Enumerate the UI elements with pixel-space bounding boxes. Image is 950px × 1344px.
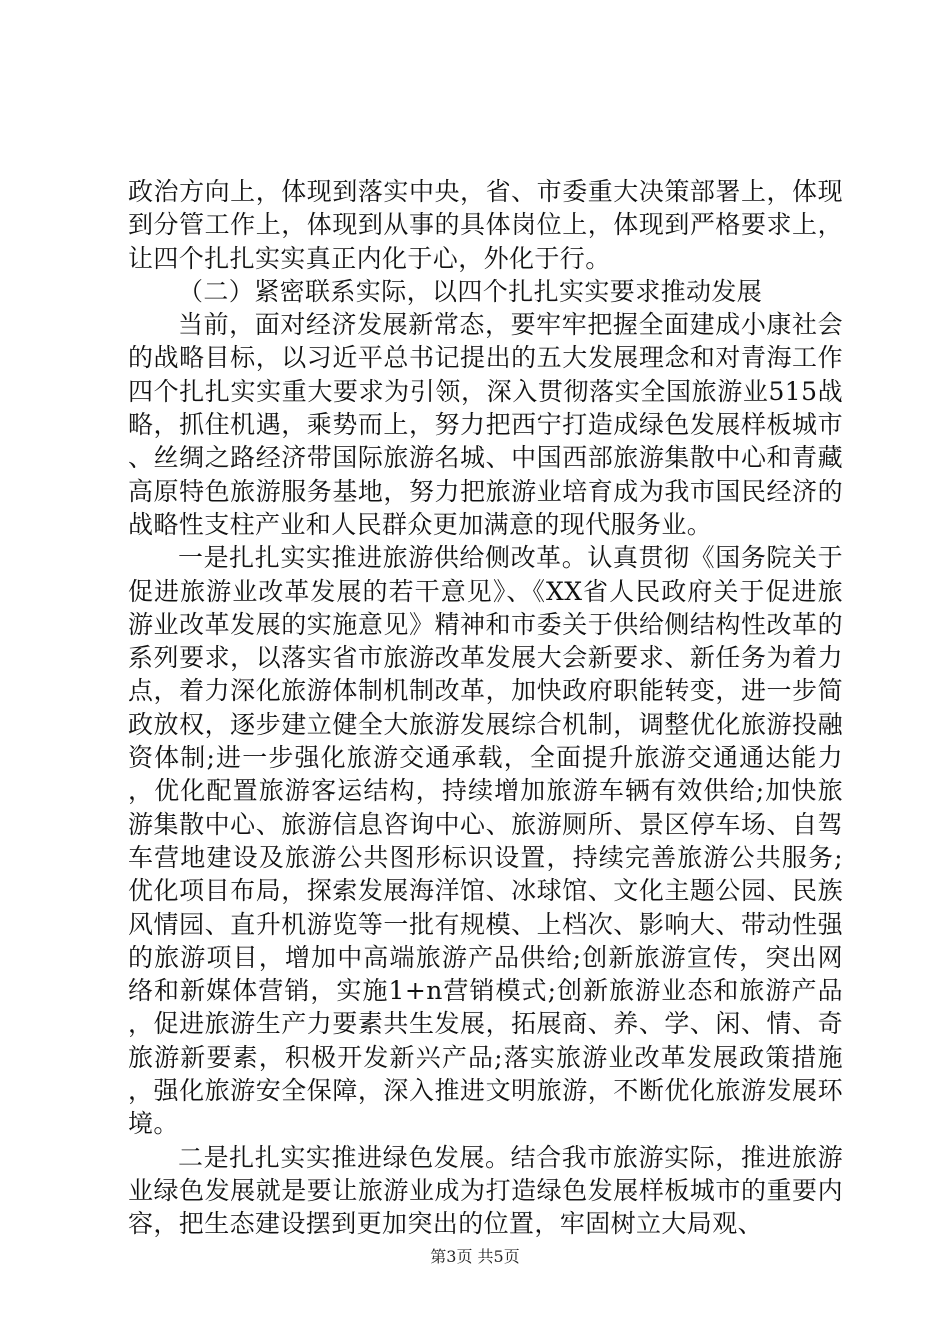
paragraph-3: 一是扎扎实实推进旅游供给侧改革。认真贯彻《国务院关于促进旅游业改革发展的若干意见》、《XX省人民政府关于促进旅游业改革发展的实施意见》精神和市委关于供给侧结构性改革的系列要求，以落实省市旅游改革发展大会新要求、新任务为着力点，着力深化旅游体制机制改革，加快政府职能转变，进一步简政放权，逐步建立健全大旅游发展综合机制，调整优化旅游投融资体制;进一步强化旅游交通承载，全面提升旅游交通通达能力，优化配置旅游客运结构，持续增加旅游车辆有效供给;加快旅游集散中心、旅游信息咨询中心、旅游厕所、景区停车场、自驾车营地建设及旅游公共图形标识设置，持续完善旅游公共服务;优化项目布局，探索发展海洋馆、冰球馆、文化主题公园、民族风情园、直升机游览等一批有规模、上档次、影响大、带动性强的旅游项目，增加中高端旅游产品供给;创新旅游宣传，突出网络和新媒体营销，实施1+n营销模式;创新旅游业态和旅游产品，促进旅游生产力要素共生发展，拓展商、养、学、闲、情、奇旅游新要素，积极开发新兴产品;落实旅游业改革发展政策措施，强化旅游安全保障，深入推进文明旅游，不断优化旅游发展环境。	[128, 543, 843, 1139]
document-body	[128, 175, 843, 1241]
paragraph-2: 当前，面对经济发展新常态，要牢牢把握全面建成小康社会的战略目标，以习近平总书记提出的五大发展理念和对青海工作四个扎扎实实重大要求为引领，深入贯彻落实全国旅游业515战略，抓住机遇，乘势而上，努力把西宁打造成绿色发展样板城市、丝绸之路经济带国际旅游名城、中国西部旅游集散中心和青藏高原特色旅游服务基地，努力把旅游业培育成为我市国民经济的战略性支柱产业和人民群众更加满意的现代服务业。	[128, 310, 843, 539]
page-footer: 第3页 共5页	[430, 1247, 520, 1266]
paragraph-1: 政治方向上，体现到落实中央，省、市委重大决策部署上，体现到分管工作上，体现到从事的具体岗位上，体现到严格要求上，让四个扎扎实实真正内化于心，外化于行。	[128, 177, 843, 273]
paragraph-4: 二是扎扎实实推进绿色发展。结合我市旅游实际，推进旅游业绿色发展就是要让旅游业成为打造绿色发展样板城市的重要内容，把生态建设摆到更加突出的位置，牢固树立大局观、	[128, 1142, 843, 1239]
section-heading: （二）紧密联系实际，以四个扎扎实实要求推动发展	[178, 276, 763, 306]
